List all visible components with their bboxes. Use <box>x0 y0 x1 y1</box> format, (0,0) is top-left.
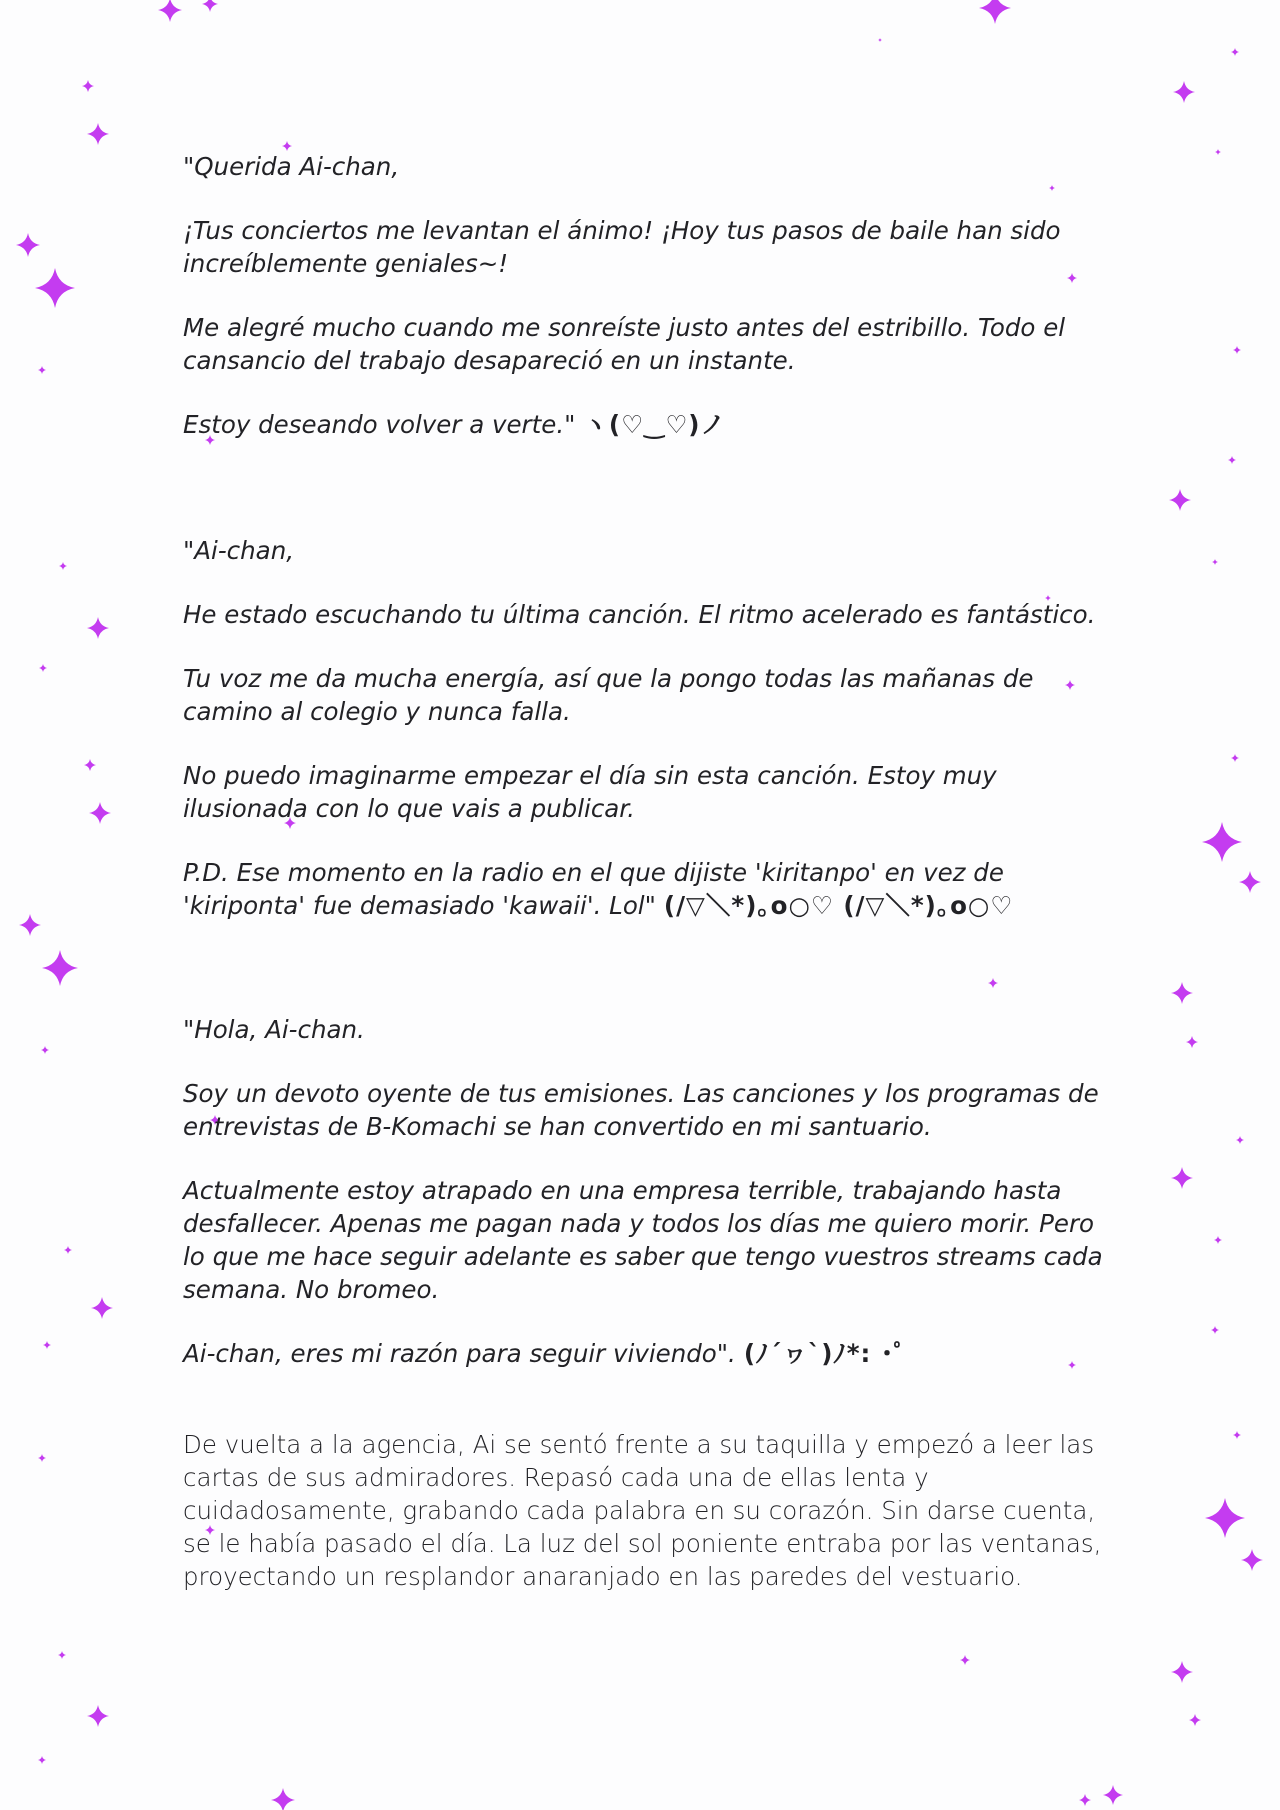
sparkle-icon <box>1189 1714 1201 1726</box>
sparkle-icon <box>878 38 882 42</box>
letter-2-paragraph-3: No puedo imaginarme empezar el día sin esta canción. Estoy muy ilusionada con lo que vais a publicar. <box>183 761 997 823</box>
sparkle-icon <box>1211 1326 1219 1334</box>
sparkle-icon <box>1233 346 1241 354</box>
letter-1 <box>183 150 1113 472</box>
letter-1-paragraph-1: ¡Tus conciertos me levantan el ánimo! ¡Hoy tus pasos de baile han sido increíblemente geniales~! <box>183 216 1061 278</box>
sparkle-icon <box>1171 1661 1193 1683</box>
sparkle-icon <box>38 1756 46 1764</box>
letter-1-closing: Estoy deseando volver a verte." <box>183 410 576 439</box>
sparkle-icon <box>988 978 998 988</box>
kaomoji: (ﾉ´ヮ`)ﾉ*: ･ﾟ <box>743 1339 907 1368</box>
narration-paragraph: De vuelta a la agencia, Ai se sentó frente a su taquilla y empezó a leer las cartas de sus admiradores. Repasó cada una de ellas lenta y cuidadosamente, grabando cada palabra en su corazón. Sin darse cuenta, se le había pasado el día. La luz del sol poniente entraba por las ventanas, proyectando un resplandor anaranjado en las paredes del vestuario. <box>183 1430 1102 1591</box>
letter-3-closing: Ai-chan, eres mi razón para seguir viviendo". <box>183 1339 736 1368</box>
letter-3-paragraph-1: Soy un devoto oyente de tus emisiones. Las canciones y los programas de entrevistas de B-Komachi se han convertido en mi santuario. <box>183 1079 1099 1141</box>
letter-3-paragraph-3 <box>183 1337 1113 1370</box>
sparkle-icon <box>1239 871 1261 893</box>
narration <box>183 1428 1113 1624</box>
letter-1-greeting: "Querida Ai-chan, <box>183 152 400 181</box>
sparkle-icon <box>87 617 109 639</box>
sparkle-icon <box>1171 1167 1193 1189</box>
sparkle-icon <box>38 1454 46 1462</box>
letter-2-paragraph-4 <box>183 856 1113 922</box>
letter-2-paragraph-2: Tu voz me da mucha energía, así que la pongo todas las mañanas de camino al colegio y nunca falla. <box>183 664 1034 726</box>
sparkle-icon <box>1202 822 1242 862</box>
sparkle-icon <box>158 0 182 22</box>
kaomoji: ヽ(♡‿♡)ノ <box>583 410 726 439</box>
sparkle-icon <box>1169 489 1191 511</box>
sparkle-icon <box>35 268 75 308</box>
sparkle-icon <box>58 1651 66 1659</box>
sparkle-icon <box>1173 81 1195 103</box>
sparkle-icon <box>59 562 67 570</box>
sparkle-icon <box>1231 48 1239 56</box>
letter-2-paragraph-1: He estado escuchando tu última canción. El ritmo acelerado es fantástico. <box>183 600 1096 629</box>
letter-1-paragraph-2: Me alegré mucho cuando me sonreíste justo antes del estribillo. Todo el cansancio del trabajo desapareció en un instante. <box>183 313 1066 375</box>
kaomoji: (/▽＼*)｡o○♡ (/▽＼*)｡o○♡ <box>663 891 1014 920</box>
sparkle-icon <box>89 802 111 824</box>
sparkle-icon <box>42 950 78 986</box>
letter-1-paragraph-3 <box>183 408 1113 441</box>
sparkle-icon <box>1228 456 1236 464</box>
letter-2-greeting: "Ai-chan, <box>183 536 295 565</box>
sparkle-icon <box>43 1341 51 1349</box>
sparkle-icon <box>1205 1498 1245 1538</box>
sparkle-icon <box>1186 1036 1198 1048</box>
sparkle-icon <box>39 664 47 672</box>
sparkle-icon <box>64 1246 72 1254</box>
sparkle-icon <box>979 0 1011 24</box>
sparkle-icon <box>1212 559 1218 565</box>
sparkle-icon <box>16 233 40 257</box>
letter-3-greeting: "Hola, Ai-chan. <box>183 1015 365 1044</box>
sparkle-icon <box>1215 149 1221 155</box>
sparkle-icon <box>91 1297 113 1319</box>
letter-2 <box>183 534 1113 953</box>
sparkle-icon <box>271 1788 295 1810</box>
sparkle-icon <box>1233 1431 1241 1439</box>
sparkle-icon <box>19 914 41 936</box>
letter-3-paragraph-2: Actualmente estoy atrapado en una empresa terrible, trabajando hasta desfallecer. Apenas me pagan nada y todos los días me quiero morir. Pero lo que me hace seguir adelante es saber que tengo vuestros streams cada semana. No bromeo. <box>183 1176 1103 1304</box>
sparkle-icon <box>1103 1785 1123 1805</box>
sparkle-icon <box>202 0 218 12</box>
sparkle-icon <box>87 123 109 145</box>
sparkle-icon <box>1171 982 1193 1004</box>
letter-2-postscript: P.D. Ese momento en la radio en el que dijiste 'kiritanpo' en vez de 'kiripontа' fue demasiado 'kawaii'. Lol" <box>183 858 1004 920</box>
sparkle-icon <box>1241 1549 1263 1571</box>
sparkle-icon <box>1214 1236 1222 1244</box>
sparkle-icon <box>84 759 96 771</box>
sparkle-icon <box>1236 1136 1244 1144</box>
sparkle-icon <box>82 80 94 92</box>
sparkle-icon <box>87 1705 109 1727</box>
sparkle-icon <box>1079 1794 1091 1806</box>
letter-3 <box>183 1013 1113 1401</box>
sparkle-icon <box>38 366 46 374</box>
sparkle-icon <box>41 1046 49 1054</box>
sparkle-icon <box>960 1655 970 1665</box>
sparkle-icon <box>1231 754 1239 762</box>
